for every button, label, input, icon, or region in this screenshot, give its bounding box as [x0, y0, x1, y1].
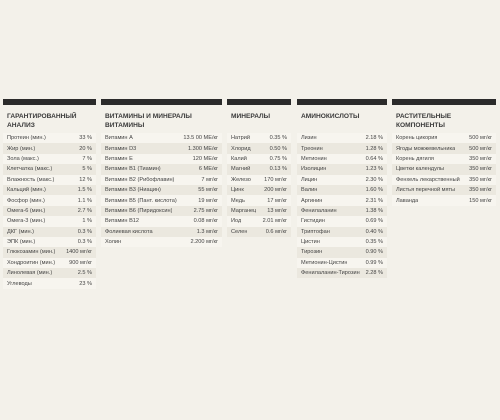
row-name: Витамин B2 (Рибофлавин) — [105, 176, 175, 183]
row-name: Валин — [301, 187, 318, 194]
row-value: 6 МЕ/кг — [198, 166, 218, 173]
row-name: Протеин (мин.) — [7, 135, 46, 142]
rows — [101, 133, 222, 247]
column-vitamins — [101, 99, 222, 247]
row-name: Витамин B12 — [105, 218, 140, 225]
row-value: 350 мг/кг — [469, 187, 492, 194]
row-value: 350 мг/кг — [469, 176, 492, 183]
table-row — [101, 143, 222, 153]
table-row — [392, 164, 496, 174]
row-name: Хондроитин (мин.) — [7, 259, 56, 266]
row-value: 1.1 % — [77, 197, 92, 204]
table-row — [101, 185, 222, 195]
table-row — [297, 216, 387, 226]
table-row — [392, 175, 496, 185]
row-name: Витамин B1 (Тиамин) — [105, 166, 161, 173]
row-value: 7 мг/кг — [201, 176, 218, 183]
row-name: Фосфор (мин.) — [7, 197, 45, 204]
row-value: 0.99 % — [365, 259, 383, 266]
row-name: Треонин — [301, 145, 323, 152]
row-name: Натрий — [231, 135, 250, 142]
row-name: Селен — [231, 228, 248, 235]
table-row — [297, 195, 387, 205]
table-row — [3, 268, 96, 278]
row-name: Цистин — [301, 239, 320, 246]
row-value: 0.6 мг/кг — [265, 228, 287, 235]
table-row — [3, 247, 96, 257]
column-title: ГАРАНТИРОВАННЫЙ АНАЛИЗ — [3, 99, 96, 133]
table-row — [3, 154, 96, 164]
row-value: 0.90 % — [365, 249, 383, 256]
row-name: Медь — [231, 197, 245, 204]
row-value: 0.75 % — [269, 155, 287, 162]
row-value: 1.300 МЕ/кг — [188, 145, 218, 152]
row-name: Омега-3 (мин.) — [7, 218, 46, 225]
table-row — [297, 185, 387, 195]
table-row — [227, 195, 291, 205]
row-value: 1.5 % — [77, 187, 92, 194]
row-name: Витамин D3 — [105, 145, 137, 152]
table-row — [227, 185, 291, 195]
table-row — [3, 143, 96, 153]
row-name: Метионин-Цистин — [301, 259, 348, 266]
row-value: 1 % — [82, 218, 92, 225]
row-name: ЭПК (мин.) — [7, 239, 36, 246]
row-name: Хлорид — [231, 145, 251, 152]
row-name: Метионин — [301, 155, 327, 162]
row-name: Зола (макс.) — [7, 155, 39, 162]
row-value: 0.50 % — [269, 145, 287, 152]
column-minerals — [227, 99, 291, 237]
table-row — [3, 237, 96, 247]
table-row — [101, 216, 222, 226]
row-name: Калий — [231, 155, 247, 162]
table-row — [101, 164, 222, 174]
table-row — [227, 133, 291, 143]
table-row — [297, 247, 387, 257]
row-name: Фенхель лекарственный — [396, 176, 460, 183]
row-value: 2.28 % — [365, 270, 383, 277]
table-row — [101, 154, 222, 164]
table-row — [227, 206, 291, 216]
row-value: 350 мг/кг — [469, 155, 492, 162]
row-value: 0.3 % — [77, 239, 92, 246]
row-value: 19 мг/кг — [198, 197, 218, 204]
row-value: 13.5 00 МЕ/кг — [183, 135, 218, 142]
row-name: Витамин B3 (Ниацин) — [105, 187, 161, 194]
row-value: 900 мг/кг — [69, 259, 92, 266]
row-value: 150 мг/кг — [469, 197, 492, 204]
row-name: Глюкозамин (мин.) — [7, 249, 56, 256]
rows — [3, 133, 96, 289]
table-row — [227, 143, 291, 153]
table-row — [297, 154, 387, 164]
row-value: 1.60 % — [365, 187, 383, 194]
rows — [227, 133, 291, 237]
table-row — [297, 175, 387, 185]
row-value: 2.30 % — [365, 176, 383, 183]
table-row — [3, 227, 96, 237]
row-value: 0.35 % — [269, 135, 287, 142]
row-value: 0.64 % — [365, 155, 383, 162]
row-name: Корень цикория — [396, 135, 438, 142]
row-value: 2.18 % — [365, 135, 383, 142]
row-name: Триптофан — [301, 228, 330, 235]
table-row — [227, 216, 291, 226]
row-value: 1.23 % — [365, 166, 383, 173]
row-value: 5 % — [82, 166, 92, 173]
column-amino-acids — [297, 99, 387, 278]
table-row — [3, 164, 96, 174]
table-row — [297, 206, 387, 216]
column-title: РАСТИТЕЛЬНЫЕ КОМПОНЕНТЫ — [392, 99, 496, 133]
table-row — [3, 185, 96, 195]
table-row — [392, 195, 496, 205]
column-guaranteed-analysis — [3, 99, 96, 289]
table-row — [3, 278, 96, 288]
row-name: Фенилаланин — [301, 207, 337, 214]
table-row — [101, 175, 222, 185]
table-row — [392, 133, 496, 143]
row-name: Листья перечной мяты — [396, 187, 456, 194]
row-value: 0.69 % — [365, 218, 383, 225]
table-row — [392, 154, 496, 164]
table-row — [297, 237, 387, 247]
row-value: 500 мг/кг — [469, 145, 492, 152]
row-value: 7 % — [82, 155, 92, 162]
table-row — [101, 133, 222, 143]
table-row — [3, 206, 96, 216]
row-value: 1400 мг/кг — [66, 249, 92, 256]
row-name: ДКГ (мин.) — [7, 228, 34, 235]
row-value: 0.08 мг/кг — [193, 218, 218, 225]
table-row — [101, 195, 222, 205]
row-name: Витамин B5 (Пант. кислота) — [105, 197, 177, 204]
table-row — [297, 143, 387, 153]
row-name: Омега-6 (мин.) — [7, 207, 46, 214]
row-value: 2.200 мг/кг — [190, 239, 218, 246]
row-name: Клетчатка (макс.) — [7, 166, 53, 173]
row-value: 0.35 % — [365, 239, 383, 246]
row-name: Влажность (макс.) — [7, 176, 55, 183]
row-name: Лицин — [301, 176, 318, 183]
column-title: МИНЕРАЛЫ — [227, 99, 291, 133]
row-value: 170 мг/кг — [264, 176, 287, 183]
row-name: Линолевая (мин.) — [7, 270, 53, 277]
row-name: Железо — [231, 176, 251, 183]
row-name: Йод — [231, 218, 242, 225]
rows — [392, 133, 496, 206]
table-row — [392, 185, 496, 195]
table-row — [227, 154, 291, 164]
row-value: 2.75 мг/кг — [193, 207, 218, 214]
row-name: Лизин — [301, 135, 317, 142]
table-row — [101, 237, 222, 247]
row-value: 200 мг/кг — [264, 187, 287, 194]
row-name: Аргинин — [301, 197, 323, 204]
column-title: ВИТАМИНЫ И МИНЕРАЛЫ ВИТАМИНЫ — [101, 99, 222, 133]
table-row — [297, 227, 387, 237]
table-row — [101, 227, 222, 237]
row-value: 17 мг/кг — [267, 197, 287, 204]
table-row — [227, 164, 291, 174]
row-value: 0.13 % — [269, 166, 287, 173]
table-row — [3, 258, 96, 268]
row-name: Магний — [231, 166, 251, 173]
table-row — [297, 258, 387, 268]
row-value: 350 мг/кг — [469, 166, 492, 173]
row-name: Лаванда — [396, 197, 419, 204]
row-value: 12 % — [79, 176, 92, 183]
row-value: 23 % — [79, 280, 92, 287]
row-name: Холин — [105, 239, 122, 246]
row-name: Жир (мин.) — [7, 145, 36, 152]
row-value: 500 мг/кг — [469, 135, 492, 142]
column-title: АМИНОКИСЛОТЫ — [297, 99, 387, 133]
table-row — [392, 143, 496, 153]
table-row — [101, 206, 222, 216]
row-name: Витамин E — [105, 155, 133, 162]
table-row — [3, 195, 96, 205]
row-value: 1.38 % — [365, 207, 383, 214]
table-row — [297, 164, 387, 174]
row-name: Гистидин — [301, 218, 325, 225]
row-name: Цветки календулы — [396, 166, 445, 173]
row-value: 13 мг/кг — [267, 207, 287, 214]
row-value: 33 % — [79, 135, 92, 142]
row-name: Цинк — [231, 187, 244, 194]
row-name: Тирозин — [301, 249, 323, 256]
row-name: Фенилаланин-Тирозин — [301, 270, 360, 277]
table-row — [3, 175, 96, 185]
row-name: Изолицин — [301, 166, 327, 173]
rows — [297, 133, 387, 278]
row-value: 20 % — [79, 145, 92, 152]
row-value: 0.3 % — [77, 228, 92, 235]
row-value: 2.7 % — [77, 207, 92, 214]
row-value: 1.28 % — [365, 145, 383, 152]
table-row — [297, 133, 387, 143]
row-name: Витамин A — [105, 135, 133, 142]
table-row — [227, 175, 291, 185]
row-name: Кальций (мин.) — [7, 187, 46, 194]
row-name: Марганец — [231, 207, 257, 214]
row-name: Фолиевая кислота — [105, 228, 153, 235]
row-name: Углеводы — [7, 280, 32, 287]
row-value: 1.3 мг/кг — [196, 228, 218, 235]
row-name: Корень дягиля — [396, 155, 434, 162]
table-row — [227, 227, 291, 237]
row-value: 120 МЕ/кг — [192, 155, 218, 162]
row-name: Ягоды можжевельника — [396, 145, 456, 152]
row-value: 0.40 % — [365, 228, 383, 235]
row-name: Витамин B6 (Пиридоксин) — [105, 207, 173, 214]
row-value: 2.5 % — [77, 270, 92, 277]
row-value: 55 мг/кг — [198, 187, 218, 194]
row-value: 2.01 мг/кг — [262, 218, 287, 225]
column-herbal-components — [392, 99, 496, 206]
row-value: 2.31 % — [365, 197, 383, 204]
table-row — [3, 216, 96, 226]
table-row — [3, 133, 96, 143]
table-row — [297, 268, 387, 278]
